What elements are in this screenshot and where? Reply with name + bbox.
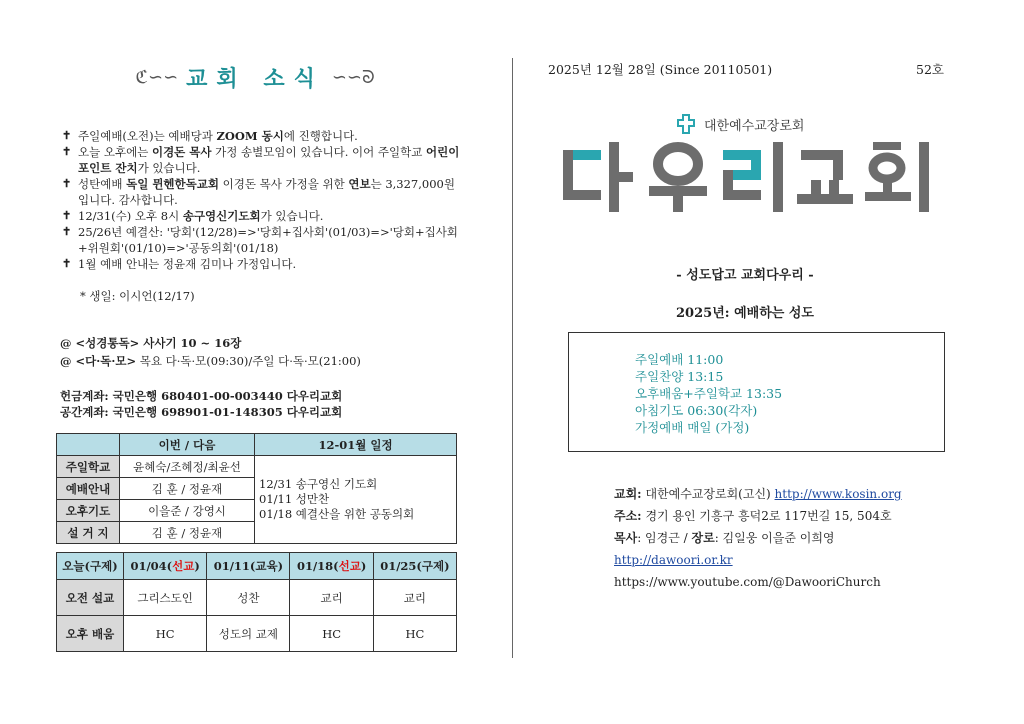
sermon-header-red: 선교 [172,559,195,573]
news-item-text: 오늘 오후에는 [78,145,152,159]
reading-group-label: @ <다·독·모> [60,354,137,368]
sermon-cell: HC [373,616,456,652]
sermon-header-post: ) [360,559,367,573]
news-item-highlight: 이경돈 목사 [151,145,212,159]
ornament-right-icon: ∽∽ᘐ [331,66,375,88]
sermon-header-cell [207,553,290,580]
sermon-row-label: 오전 설교 [57,580,124,616]
sermon-cell: HC [124,616,207,652]
denomination-name: 대한예수교장로회 [704,118,805,134]
church-line [614,483,902,505]
sermon-header-cell [57,553,124,580]
bible-reading-text: 사사기 10 ~ 16장 [139,336,242,350]
duty-value: 이을준 / 강영시 [120,500,255,522]
news-item-text: 이경돈 목사 가정을 위한 [218,177,349,191]
duty-label: 주일학교 [57,456,120,478]
church-logo-wordmark-icon [563,142,943,216]
duty-label: 예배안내 [57,478,120,500]
news-list [60,128,460,272]
cross-logo-icon [676,114,696,134]
sermon-cell: 성도의 교제 [207,616,290,652]
news-item [60,208,460,224]
duty-table [56,433,457,544]
offering-account: 헌금계좌: 국민은행 680401-00-003440 다우리교회 [60,389,343,403]
news-item [60,144,460,176]
news-item-highlight: 독일 뮌헨한독교회 [126,177,219,191]
bank-accounts [60,388,342,420]
news-item-text: 성탄예배 [78,177,127,191]
duty-label: 오후기도 [57,500,120,522]
duty-header-current: 이번 / 다음 [120,434,255,456]
worship-time-item: 주일예배 11:00 [635,352,724,367]
sermon-header-pre: 오늘(구제) [62,559,118,573]
news-item [60,128,460,144]
schedule-item: 01/11 성만찬 [259,492,330,506]
sermon-cell: HC [290,616,373,652]
schedule-list [255,456,457,544]
news-item-text: 가 있습니다. [137,161,201,175]
issue-number: 52호 [916,62,944,77]
sermon-header-cell [290,553,373,580]
worship-time-item: 아침기도 06:30(각자) [635,403,758,418]
address-value: 경기 용인 기흥구 흥덕2로 117번길 15, 504호 [641,509,892,523]
sermon-header-pre: 01/04( [130,559,173,573]
duty-value: 윤혜숙/조혜정/최윤선 [120,456,255,478]
ornament-left-icon: ℭ∽∽ [135,66,179,88]
bulletin-date: 2025년 12월 28일 (Since 20110501) [548,62,773,77]
worship-time-item: 가정예배 매일 (가정) [635,420,750,435]
sermon-cell: 교리 [373,580,456,616]
website-line [614,549,902,571]
duty-value: 김 훈 / 정윤재 [120,478,255,500]
schedule-item: 01/18 예결산을 위한 공동의회 [259,507,415,521]
sermon-header-cell [124,553,207,580]
sermon-table [56,552,457,652]
sermon-header-pre: 01/18( [296,559,339,573]
sermon-header-post: ) [194,559,200,573]
news-item-text: 에 진행합니다. [283,129,358,143]
elder-value: : 김일웅 이을준 이희영 [714,531,835,545]
news-item [60,224,460,256]
news-item-text: 가정 송별모임이 있습니다. 이어 주일학교 [211,145,426,159]
address-label: 주소: [614,509,642,523]
pastor-label: 목사 [614,531,638,545]
sermon-cell: 성찬 [207,580,290,616]
news-item-highlight: 어린이 포인트 잔치 [78,145,460,175]
news-item-text: 12/31(수) 오후 8시 [78,209,183,223]
bible-reading [60,334,361,370]
sermon-header-cell [373,553,456,580]
news-item-highlight: 송구영신기도회 [182,209,261,223]
column-divider [512,58,513,658]
sermon-row-label: 오후 배움 [57,616,124,652]
worship-time-item: 오후배움+주일학교 13:35 [635,386,783,401]
news-item-highlight: 연보 [348,177,371,191]
address-line [614,505,902,527]
church-value: 대한예수교장로회(고신) [641,487,775,501]
church-info [614,483,902,593]
sermon-header-red: 선교 [338,559,361,573]
news-item-text: 는 3,327,000원입니다. 감사합니다. [78,177,455,207]
news-item-highlight: ZOOM 동시 [216,129,284,143]
motto: - 성도답고 교회다우리 - [676,268,814,283]
church-logo [563,142,943,216]
reading-group-text: 목요 다·독·모(09:30)/주일 다·독·모(21:00) [136,354,361,368]
news-title-text: 교회 소식 [186,65,324,92]
sermon-cell: 교리 [290,580,373,616]
duty-header-blank [57,434,120,456]
worship-times-box [568,332,945,452]
year-theme: 2025년: 예배하는 성도 [676,306,814,321]
duty-value: 김 훈 / 정윤재 [120,522,255,544]
denomination [676,114,804,134]
birthday-note: * 생일: 이시언(12/17) [80,289,195,303]
kosin-link[interactable]: http://www.kosin.org [774,487,902,501]
news-item [60,256,460,272]
website-link[interactable]: http://dawoori.or.kr [614,553,733,567]
news-item-text: 1월 예배 안내는 정윤재 김미나 가정입니다. [78,257,297,271]
news-item [60,176,460,208]
sermon-header-pre: 01/25(구제) [380,559,450,573]
sermon-cell: 그리스도인 [124,580,207,616]
space-account: 공간계좌: 국민은행 698901-01-148305 다우리교회 [60,405,343,419]
youtube-line: https://www.youtube.com/@DawooriChurch [614,575,881,589]
news-item-text: 주일예배(오전)는 예배당과 [78,129,217,143]
sermon-header-pre: 01/11(교육) [213,559,284,573]
bible-reading-label: @ <성경통독> [60,336,140,350]
worship-time-item: 주일찬양 13:15 [635,369,724,384]
pastor-line [614,527,902,549]
church-label: 교회: [614,487,642,501]
news-item-text: 25/26년 예결산: '당회'(12/28)=>'당회+집사회'(01/03)=>'당회+집사회+위원회'(01/10)=>'공동의회'(01/18) [78,225,458,255]
pastor-value: : 임경근 / [637,531,692,545]
elder-label: 장로 [691,531,715,545]
news-item-text: 가 있습니다. [260,209,324,223]
news-title [130,62,380,92]
duty-header-schedule: 12-01월 일정 [255,434,457,456]
schedule-item: 12/31 송구영신 기도회 [259,477,378,491]
duty-label: 설 거 지 [57,522,120,544]
